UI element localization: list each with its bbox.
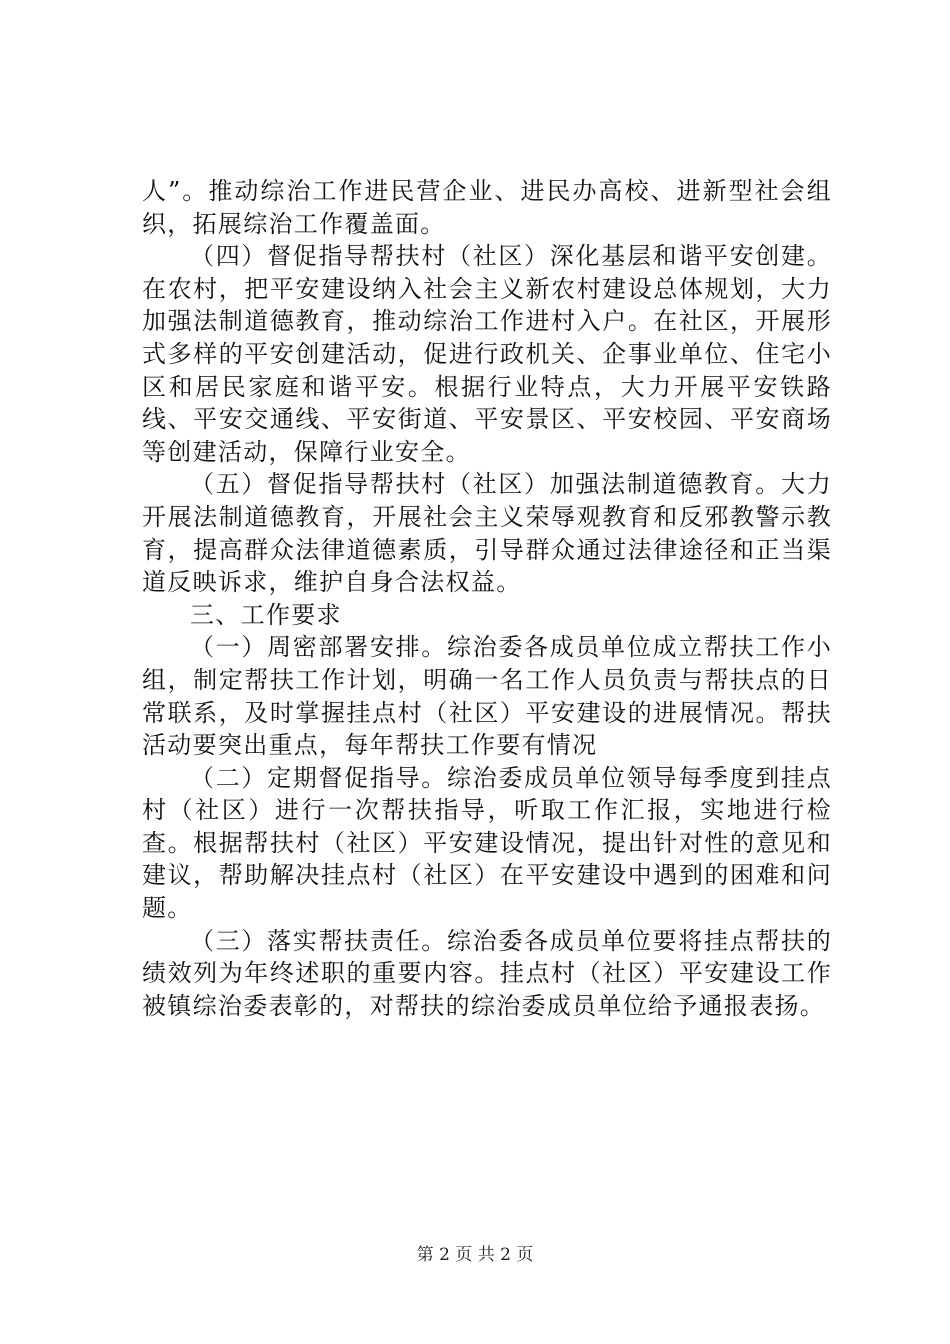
- paragraph-requirement-2: （二）定期督促指导。综治委成员单位领导每季度到挂点村（社区）进行一次帮扶指导，听取工作汇报，实地进行检查。根据帮扶村（社区）平安建设情况，提出针对性的意见和建议，帮助解决挂点村（社区）在平安建设中遇到的困难和问题。: [142, 763, 832, 923]
- paragraph-section-5: （五）督促指导帮扶村（社区）加强法制道德教育。大力开展法制道德教育，开展社会主义荣辱观教育和反邪教警示教育，提高群众法律道德素质，引导群众通过法律途径和正当渠道反映诉求，维护自身合法权益。: [142, 470, 832, 597]
- paragraph-continuation: 人”。推动综治工作进民营企业、进民办高校、进新型社会组织，拓展综治工作覆盖面。: [142, 177, 832, 238]
- paragraph-requirement-3: （三）落实帮扶责任。综治委各成员单位要将挂点帮扶的绩效列为年终述职的重要内容。挂点村（社区）平安建设工作被镇综治委表彰的，对帮扶的综治委成员单位给予通报表扬。: [142, 926, 832, 1020]
- paragraph-requirement-1: （一）周密部署安排。综治委各成员单位成立帮扶工作小组，制定帮扶工作计划，明确一名工作人员负责与帮扶点的日常联系，及时掌握挂点村（社区）平安建设的进展情况。帮扶活动要突出重点，每年帮扶工作要有情况: [142, 633, 832, 760]
- section-heading-work-requirements: 三、工作要求: [190, 600, 342, 629]
- page-number-footer: 第 2 页 共 2 页: [416, 1245, 534, 1265]
- paragraph-section-4: （四）督促指导帮扶村（社区）深化基层和谐平安创建。在农村，把平安建设纳入社会主义新农村建设总体规划，大力加强法制道德教育，推动综治工作进村入户。在社区，开展形式多样的平安创建活动，促进行政机关、企事业单位、住宅小区和居民家庭和谐平安。根据行业特点，大力开展平安铁路线、平安交通线、平安街道、平安景区、平安校园、平安商场等创建活动，保障行业安全。: [142, 242, 832, 466]
- document-body: [142, 175, 832, 1022]
